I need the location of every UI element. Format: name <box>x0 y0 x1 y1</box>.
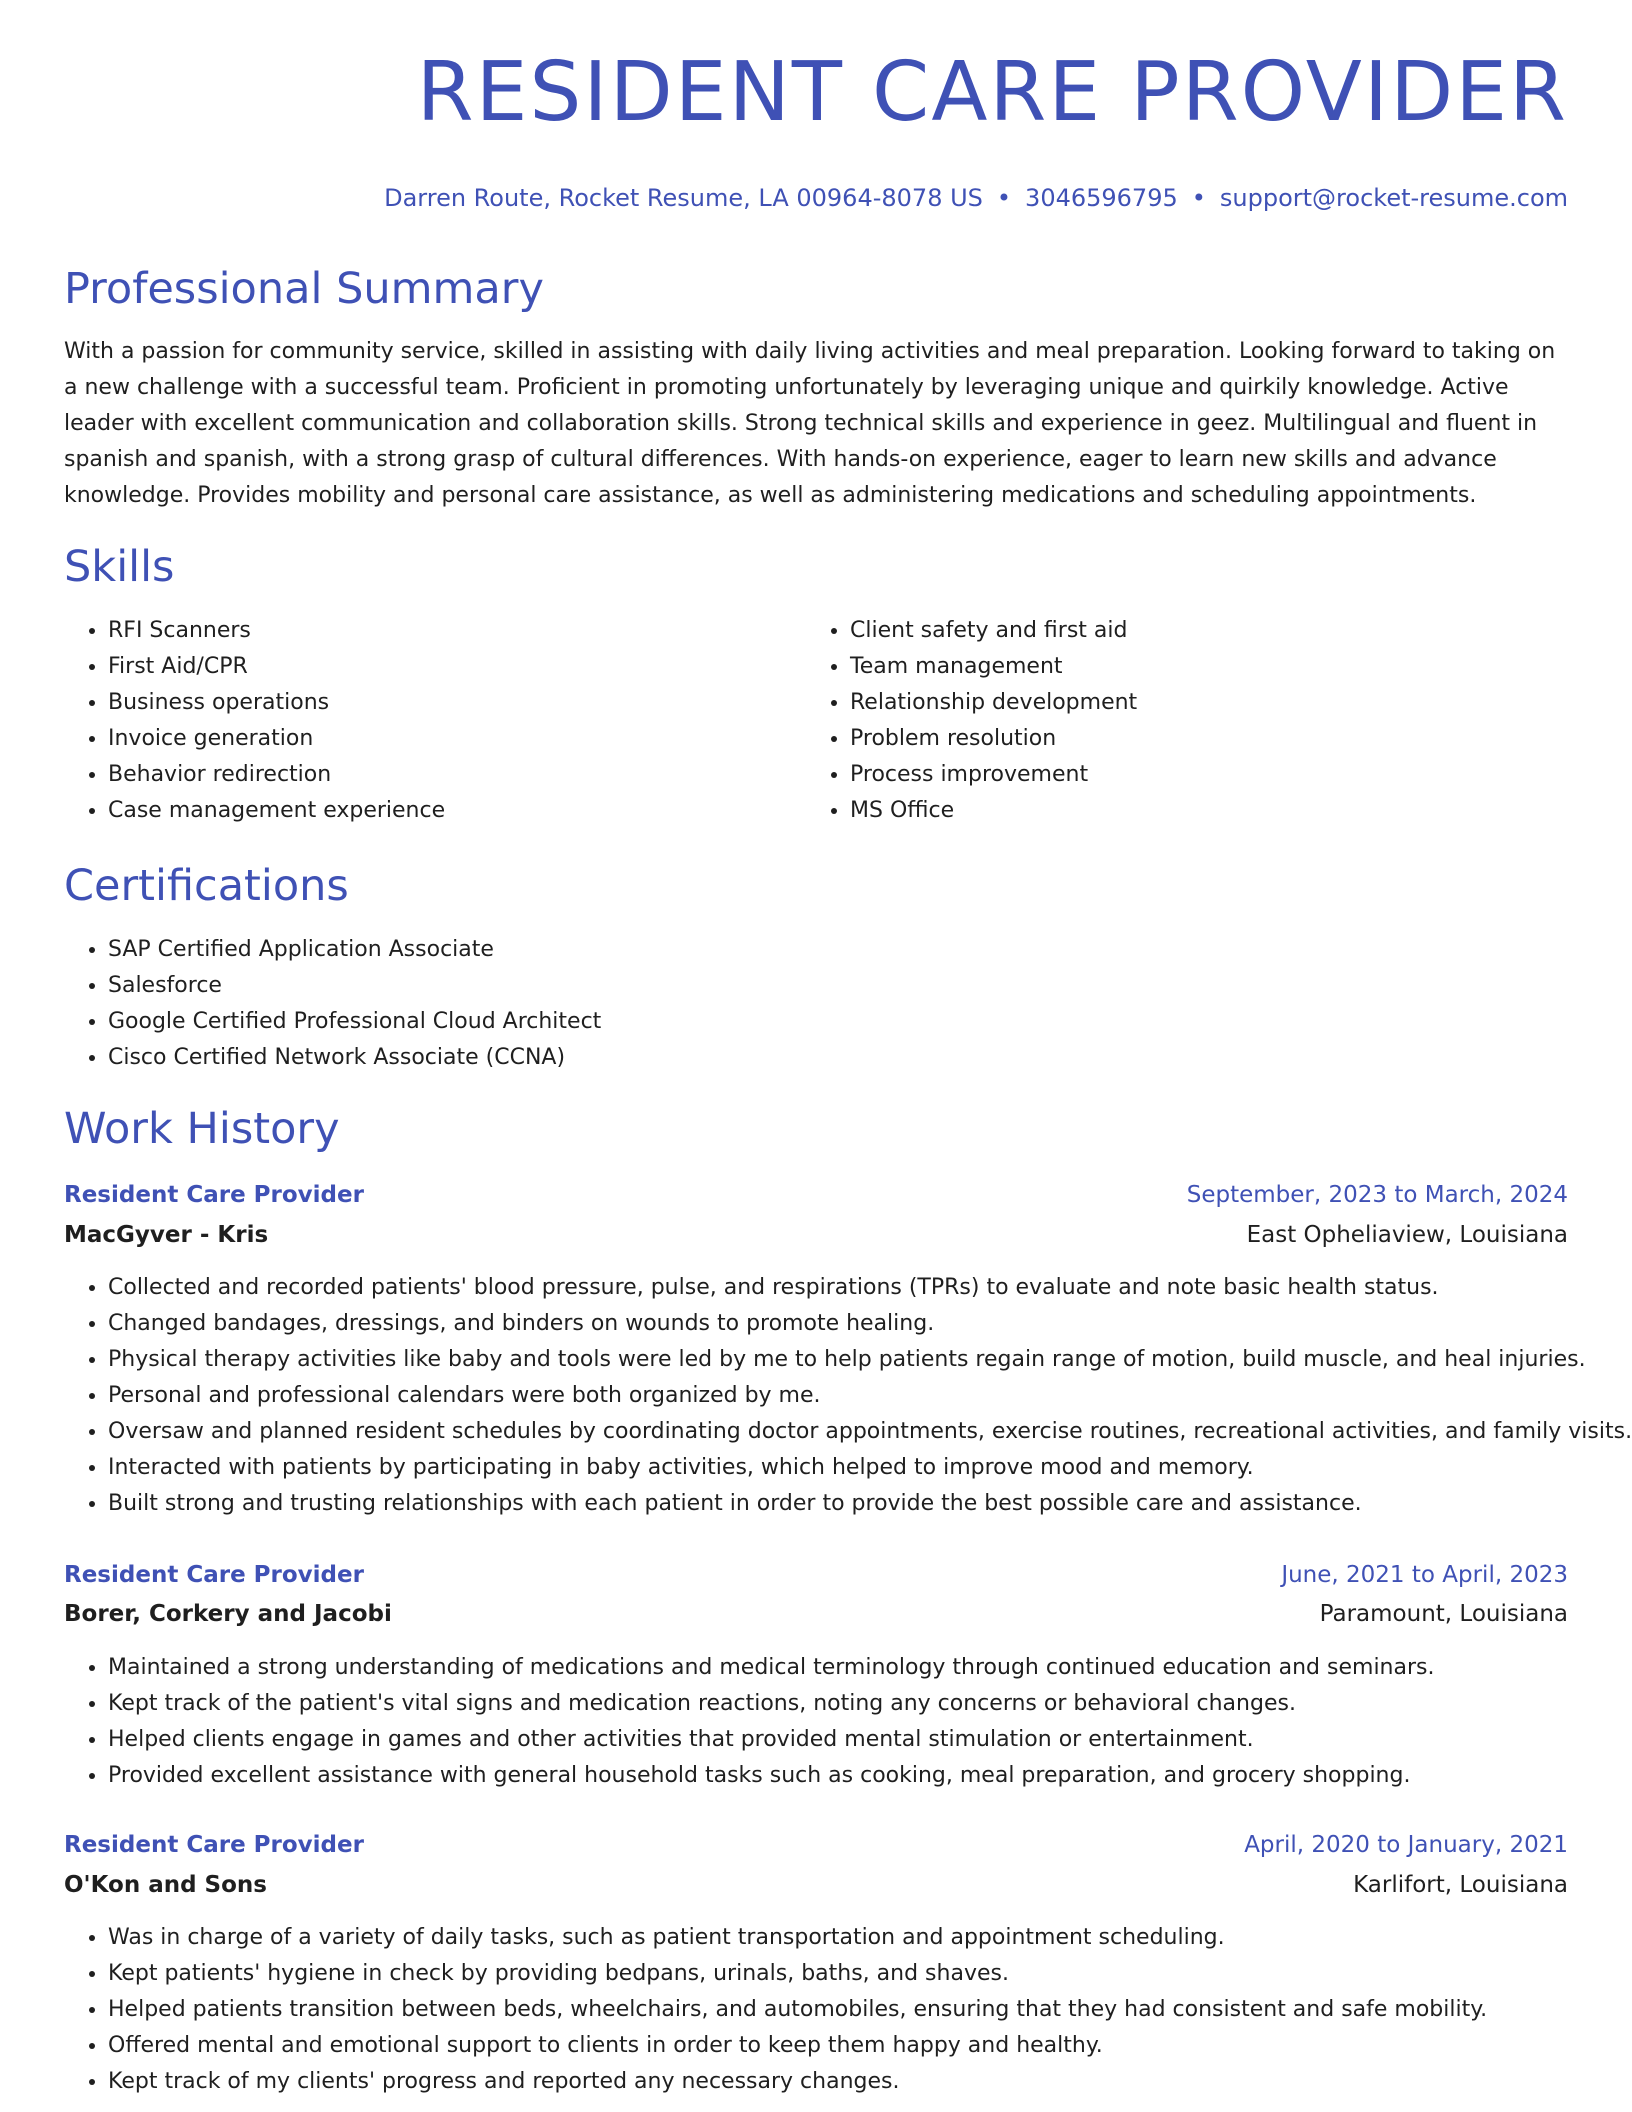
skill-item: • Team management <box>850 649 1137 685</box>
job-company: MacGyver - Kris <box>64 1222 269 1248</box>
section-heading-work-history: Work History <box>64 1104 340 1154</box>
resume-title: RESIDENT CARE PROVIDER <box>416 45 1568 140</box>
job-bullet: • Helped clients engage in games and other activities that provided mental stimulation or entertainment. <box>108 1722 1434 1758</box>
job-bullet: • Kept track of my clients' progress and reported any necessary changes. <box>108 2064 1487 2100</box>
job-dates: June, 2021 to April, 2023 <box>1281 1562 1568 1588</box>
job-bullet: • Oversaw and planned resident schedules by coordinating doctor appointments, exercise routines, recreational activities, and family visits. <box>108 1414 1632 1450</box>
skill-item: • Client safety and first aid <box>850 613 1137 649</box>
job-bullet: • Physical therapy activities like baby and tools were led by me to help patients regain range of motion, build muscle, and heal injuries. <box>108 1342 1632 1378</box>
job-bullet: • Offered mental and emotional support to clients in order to keep them happy and healthy. <box>108 2028 1487 2064</box>
skill-item: • MS Office <box>850 793 1137 829</box>
job-bullet: • Kept track of the patient's vital signs and medication reactions, noting any concerns or behavioral changes. <box>108 1686 1434 1722</box>
job-bullet: • Personal and professional calendars were both organized by me. <box>108 1378 1632 1414</box>
job-bullet: • Helped patients transition between beds, wheelchairs, and automobiles, ensuring that they had consistent and safe mobility. <box>108 1992 1487 2028</box>
job-title: Resident Care Provider <box>64 1182 364 1208</box>
job-bullet: • Changed bandages, dressings, and binders on wounds to promote healing. <box>108 1306 1632 1342</box>
contact-line <box>384 183 1568 213</box>
job-bullets <box>64 1920 1487 2100</box>
job-bullet: • Interacted with patients by participating in baby activities, which helped to improve mood and memory. <box>108 1450 1632 1486</box>
skill-item: • Case management experience <box>108 793 445 829</box>
skills-list-left <box>64 613 445 829</box>
job-dates: September, 2023 to March, 2024 <box>1186 1182 1568 1208</box>
certification-item: • Cisco Certified Network Associate (CCNA) <box>108 1040 601 1076</box>
certifications-list <box>64 932 601 1076</box>
job-bullets <box>64 1650 1434 1794</box>
contact-address: Darren Route, Rocket Resume, LA 00964-8078 US <box>384 184 983 212</box>
skill-item: • RFI Scanners <box>108 613 445 649</box>
job-bullet: • Was in charge of a variety of daily tasks, such as patient transportation and appointment scheduling. <box>108 1920 1487 1956</box>
section-heading-skills: Skills <box>64 542 175 592</box>
job-dates: April, 2020 to January, 2021 <box>1244 1832 1568 1858</box>
certification-item: • SAP Certified Application Associate <box>108 932 601 968</box>
skill-item: • Process improvement <box>850 757 1137 793</box>
job-company: O'Kon and Sons <box>64 1872 267 1898</box>
job-title: Resident Care Provider <box>64 1562 364 1588</box>
job-bullet: • Collected and recorded patients' blood pressure, pulse, and respirations (TPRs) to evaluate and note basic health status. <box>108 1270 1632 1306</box>
contact-separator: • <box>1191 184 1206 212</box>
job-bullets <box>64 1270 1632 1522</box>
job-title: Resident Care Provider <box>64 1832 364 1858</box>
job-bullet: • Maintained a strong understanding of medications and medical terminology through continued education and seminars. <box>108 1650 1434 1686</box>
job-bullet: • Kept patients' hygiene in check by providing bedpans, urinals, baths, and shaves. <box>108 1956 1487 1992</box>
skill-item: • Problem resolution <box>850 721 1137 757</box>
summary-text: With a passion for community service, skilled in assisting with daily living activities and meal preparation. Looking forward to taking on a new challenge with a successful team. Proficient in promoting unfortunately by leveraging unique and quirkily knowledge. Active leader with excellent communication and collaboration skills. Strong technical skills and experience in geez. Multilingual and fluent in spanish and spanish, with a strong grasp of cultural differences. With hands-on experience, eager to learn new skills and advance knowledge. Provides mobility and personal care assistance, as well as administering medications and scheduling appointments. <box>64 339 1556 508</box>
certification-item: • Google Certified Professional Cloud Architect <box>108 1004 601 1040</box>
skill-item: • Business operations <box>108 685 445 721</box>
section-heading-certifications: Certifications <box>64 861 349 911</box>
job-company: Borer, Corkery and Jacobi <box>64 1601 392 1627</box>
skills-list-right <box>806 613 1137 829</box>
job-bullet: • Built strong and trusting relationships with each patient in order to provide the best possible care and assistance. <box>108 1486 1632 1522</box>
skill-item: • First Aid/CPR <box>108 649 445 685</box>
contact-email[interactable]: support@rocket-resume.com <box>1219 184 1568 212</box>
section-heading-summary: Professional Summary <box>64 264 544 314</box>
job-location: East Opheliaview, Louisiana <box>1246 1222 1568 1248</box>
certification-item: • Salesforce <box>108 968 601 1004</box>
skill-item: • Relationship development <box>850 685 1137 721</box>
contact-separator: • <box>996 184 1012 212</box>
job-location: Karlifort, Louisiana <box>1353 1872 1568 1898</box>
job-bullet: • Provided excellent assistance with general household tasks such as cooking, meal preparation, and grocery shopping. <box>108 1758 1434 1794</box>
contact-phone: 3046596795 <box>1025 184 1178 212</box>
skill-item: • Invoice generation <box>108 721 445 757</box>
job-location: Paramount, Louisiana <box>1319 1601 1568 1627</box>
skill-item: • Behavior redirection <box>108 757 445 793</box>
